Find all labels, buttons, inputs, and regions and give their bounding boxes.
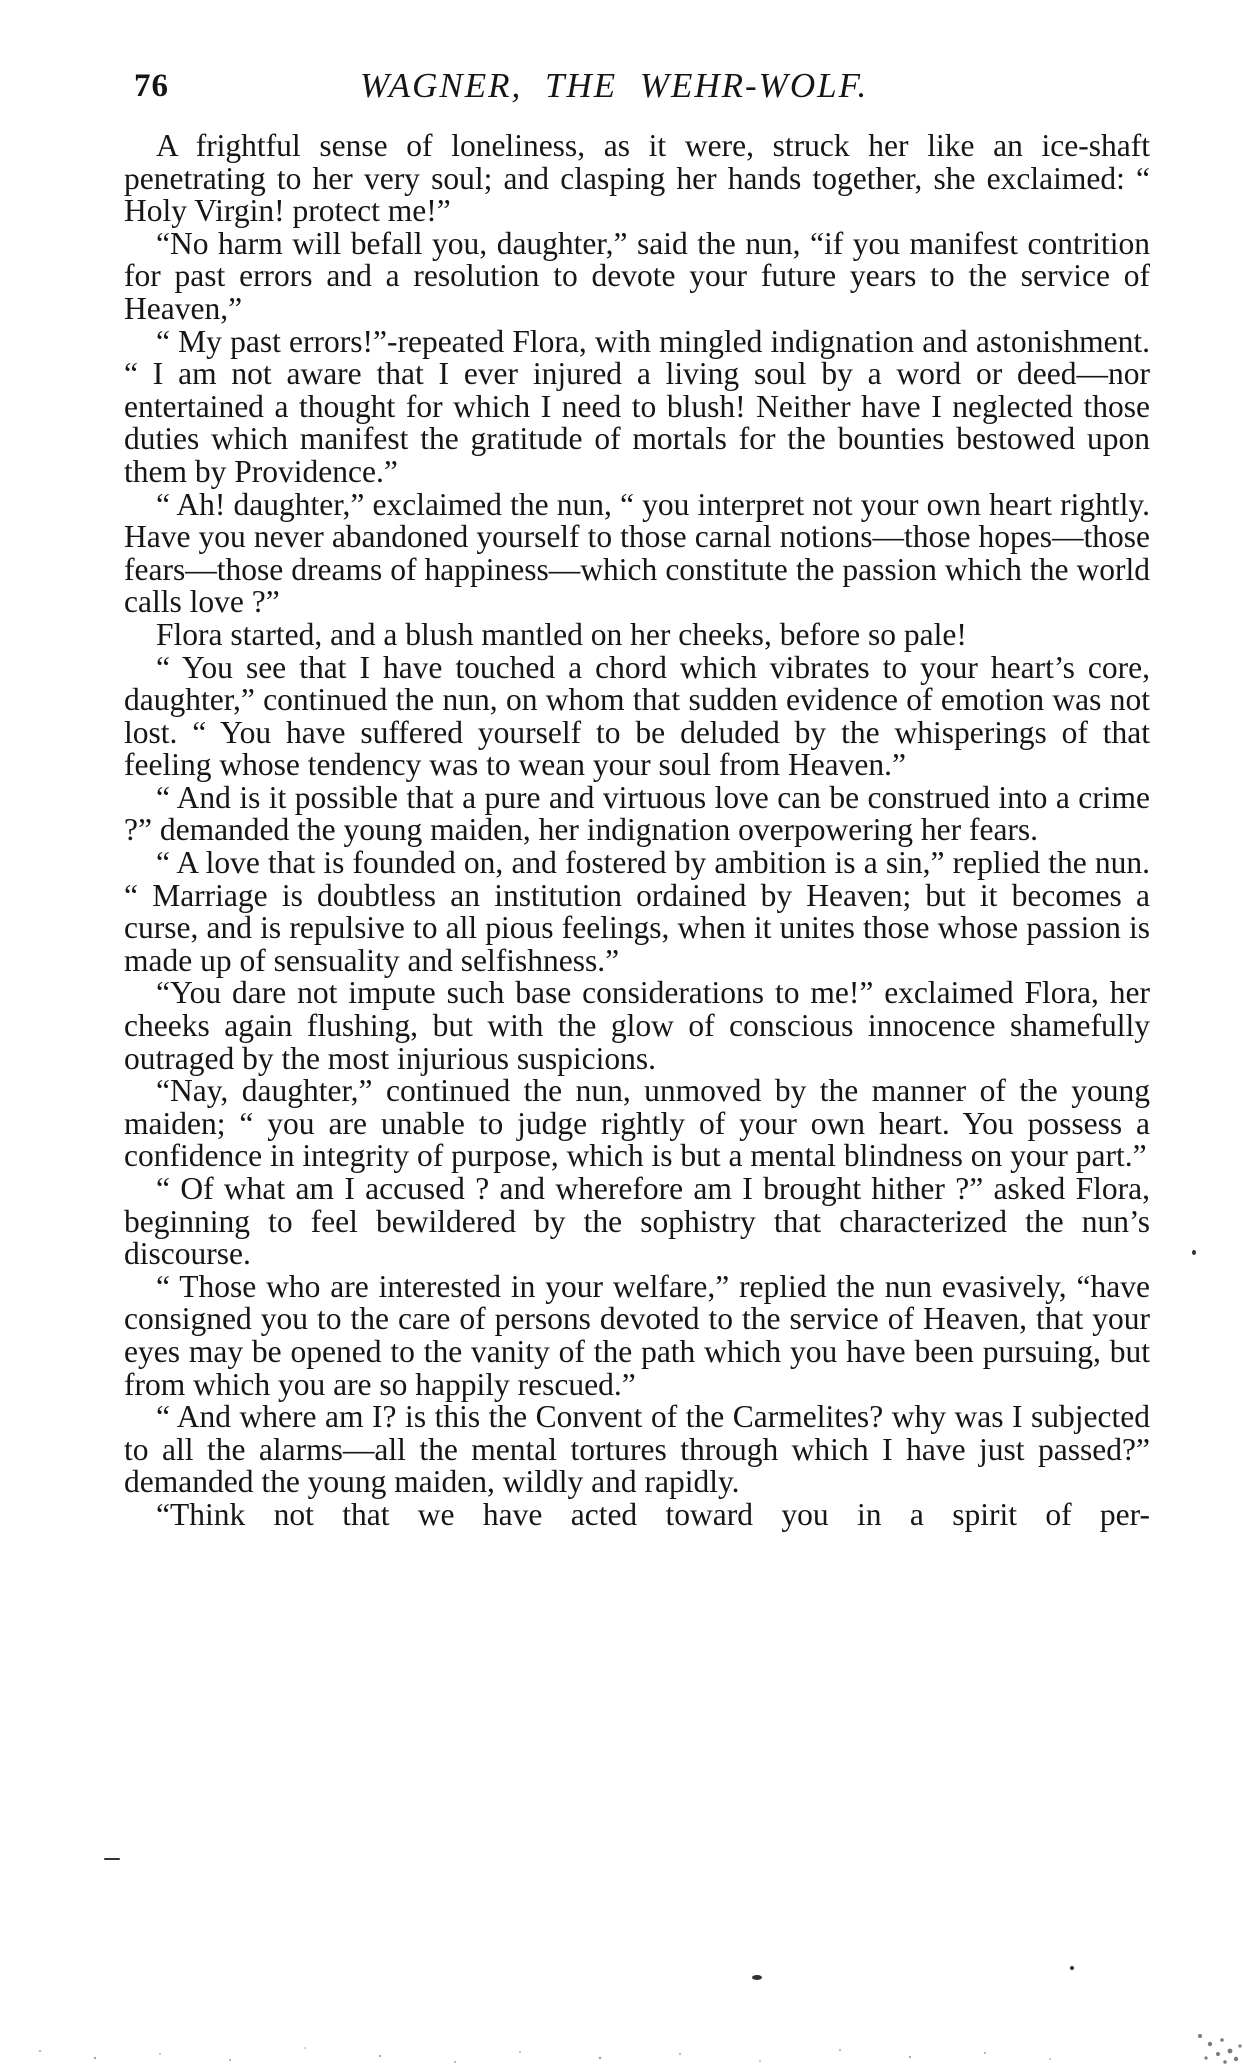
paragraph: “Nay, daughter,” continued the nun, unmoved by the manner of the young maiden; “ you are unable to judge rightly of your own heart. You possess a confidence in integrity of purpose, which is but a mental blindness on your part.”	[124, 1073, 1150, 1174]
paragraph-continued: “Think not that we have acted toward you in a spirit of per-	[156, 1496, 1150, 1532]
scan-speck	[1192, 1250, 1196, 1255]
paragraph: “ Those who are interested in your welfare,” replied the nun evasively, “have consigned you to the care of persons devoted to the service of Heaven, that your eyes may be opened to the vanity of the path which you have been pursuing, but from which you are so happily rescued.”	[124, 1268, 1150, 1402]
paragraph: A frightful sense of loneliness, as it were, struck her like an ice-shaft penetrating to her very soul; and clasping her hands together, she exclaimed: “ Holy Virgin! protect me!”	[124, 128, 1150, 229]
paragraph: “ My past errors!”-repeated Flora, with mingled indignation and astonishment. “ I am not aware that I ever injured a living soul by a word or deed—nor entertained a thought for which I need to blush! Neither have I neglected those duties which manifest the gratitude of mortals for the bounties bestowed upon them by Providence.”	[124, 323, 1150, 489]
page-number: 76	[134, 68, 169, 104]
paragraph: “ Of what am I accused ? and wherefore am I brought hither ?” asked Flora, beginning to feel bewildered by the sophistry that characterized the nun’s discourse.	[124, 1171, 1150, 1272]
paragraph: “You dare not impute such base considerations to me!” exclaimed Flora, her cheeks again flushing, but with the glow of conscious innocence shamefully outraged by the most injurious suspicions.	[124, 975, 1150, 1076]
scan-speck	[752, 1975, 762, 1980]
paragraph: “ And is it possible that a pure and virtuous love can be construed into a crime ?” demanded the young maiden, her indignation overpowering her fears.	[124, 779, 1150, 848]
paragraph: “ And where am I? is this the Convent of the Carmelites? why was I subjected to all the alarms—all the mental tortures through which I have just passed?” demanded the young maiden, wildly and rapidly.	[124, 1399, 1150, 1500]
paragraph: “ You see that I have touched a chord which vibrates to your heart’s core, daughter,” continued the nun, on whom that sudden evidence of emotion was not lost. “ You have suffered yourself to be deluded by the whisperings of that feeling whose tendency was to wean your soul from Heaven.”	[124, 649, 1150, 783]
scan-noise	[0, 1996, 1243, 2066]
paragraph: Flora started, and a blush mantled on her cheeks, before so pale!	[156, 616, 967, 652]
text-body	[124, 130, 1150, 1532]
scan-speck	[1070, 1966, 1074, 1970]
scan-speck	[104, 1858, 120, 1860]
running-head	[130, 62, 1150, 110]
paragraph: “ A love that is founded on, and fostered by ambition is a sin,” replied the nun. “ Marriage is doubtless an institution ordained by Heaven; but it becomes a curse, and is repulsive to all pious feelings, when it unites those whose passion is made up of sensuality and selfishness.”	[124, 845, 1150, 978]
paragraph: “ Ah! daughter,” exclaimed the nun, “ you interpret not your own heart rightly. Have you never abandoned yourself to those carnal notions—those hopes—those fears—those dreams of happiness—which constitute the passion which the world calls love ?”	[124, 486, 1150, 620]
paragraph: “No harm will befall you, daughter,” said the nun, “if you manifest contrition for past errors and a resolution to devote your future years to the service of Heaven,”	[124, 225, 1150, 326]
running-title: WAGNER, THE WEHR-WOLF.	[360, 66, 869, 105]
